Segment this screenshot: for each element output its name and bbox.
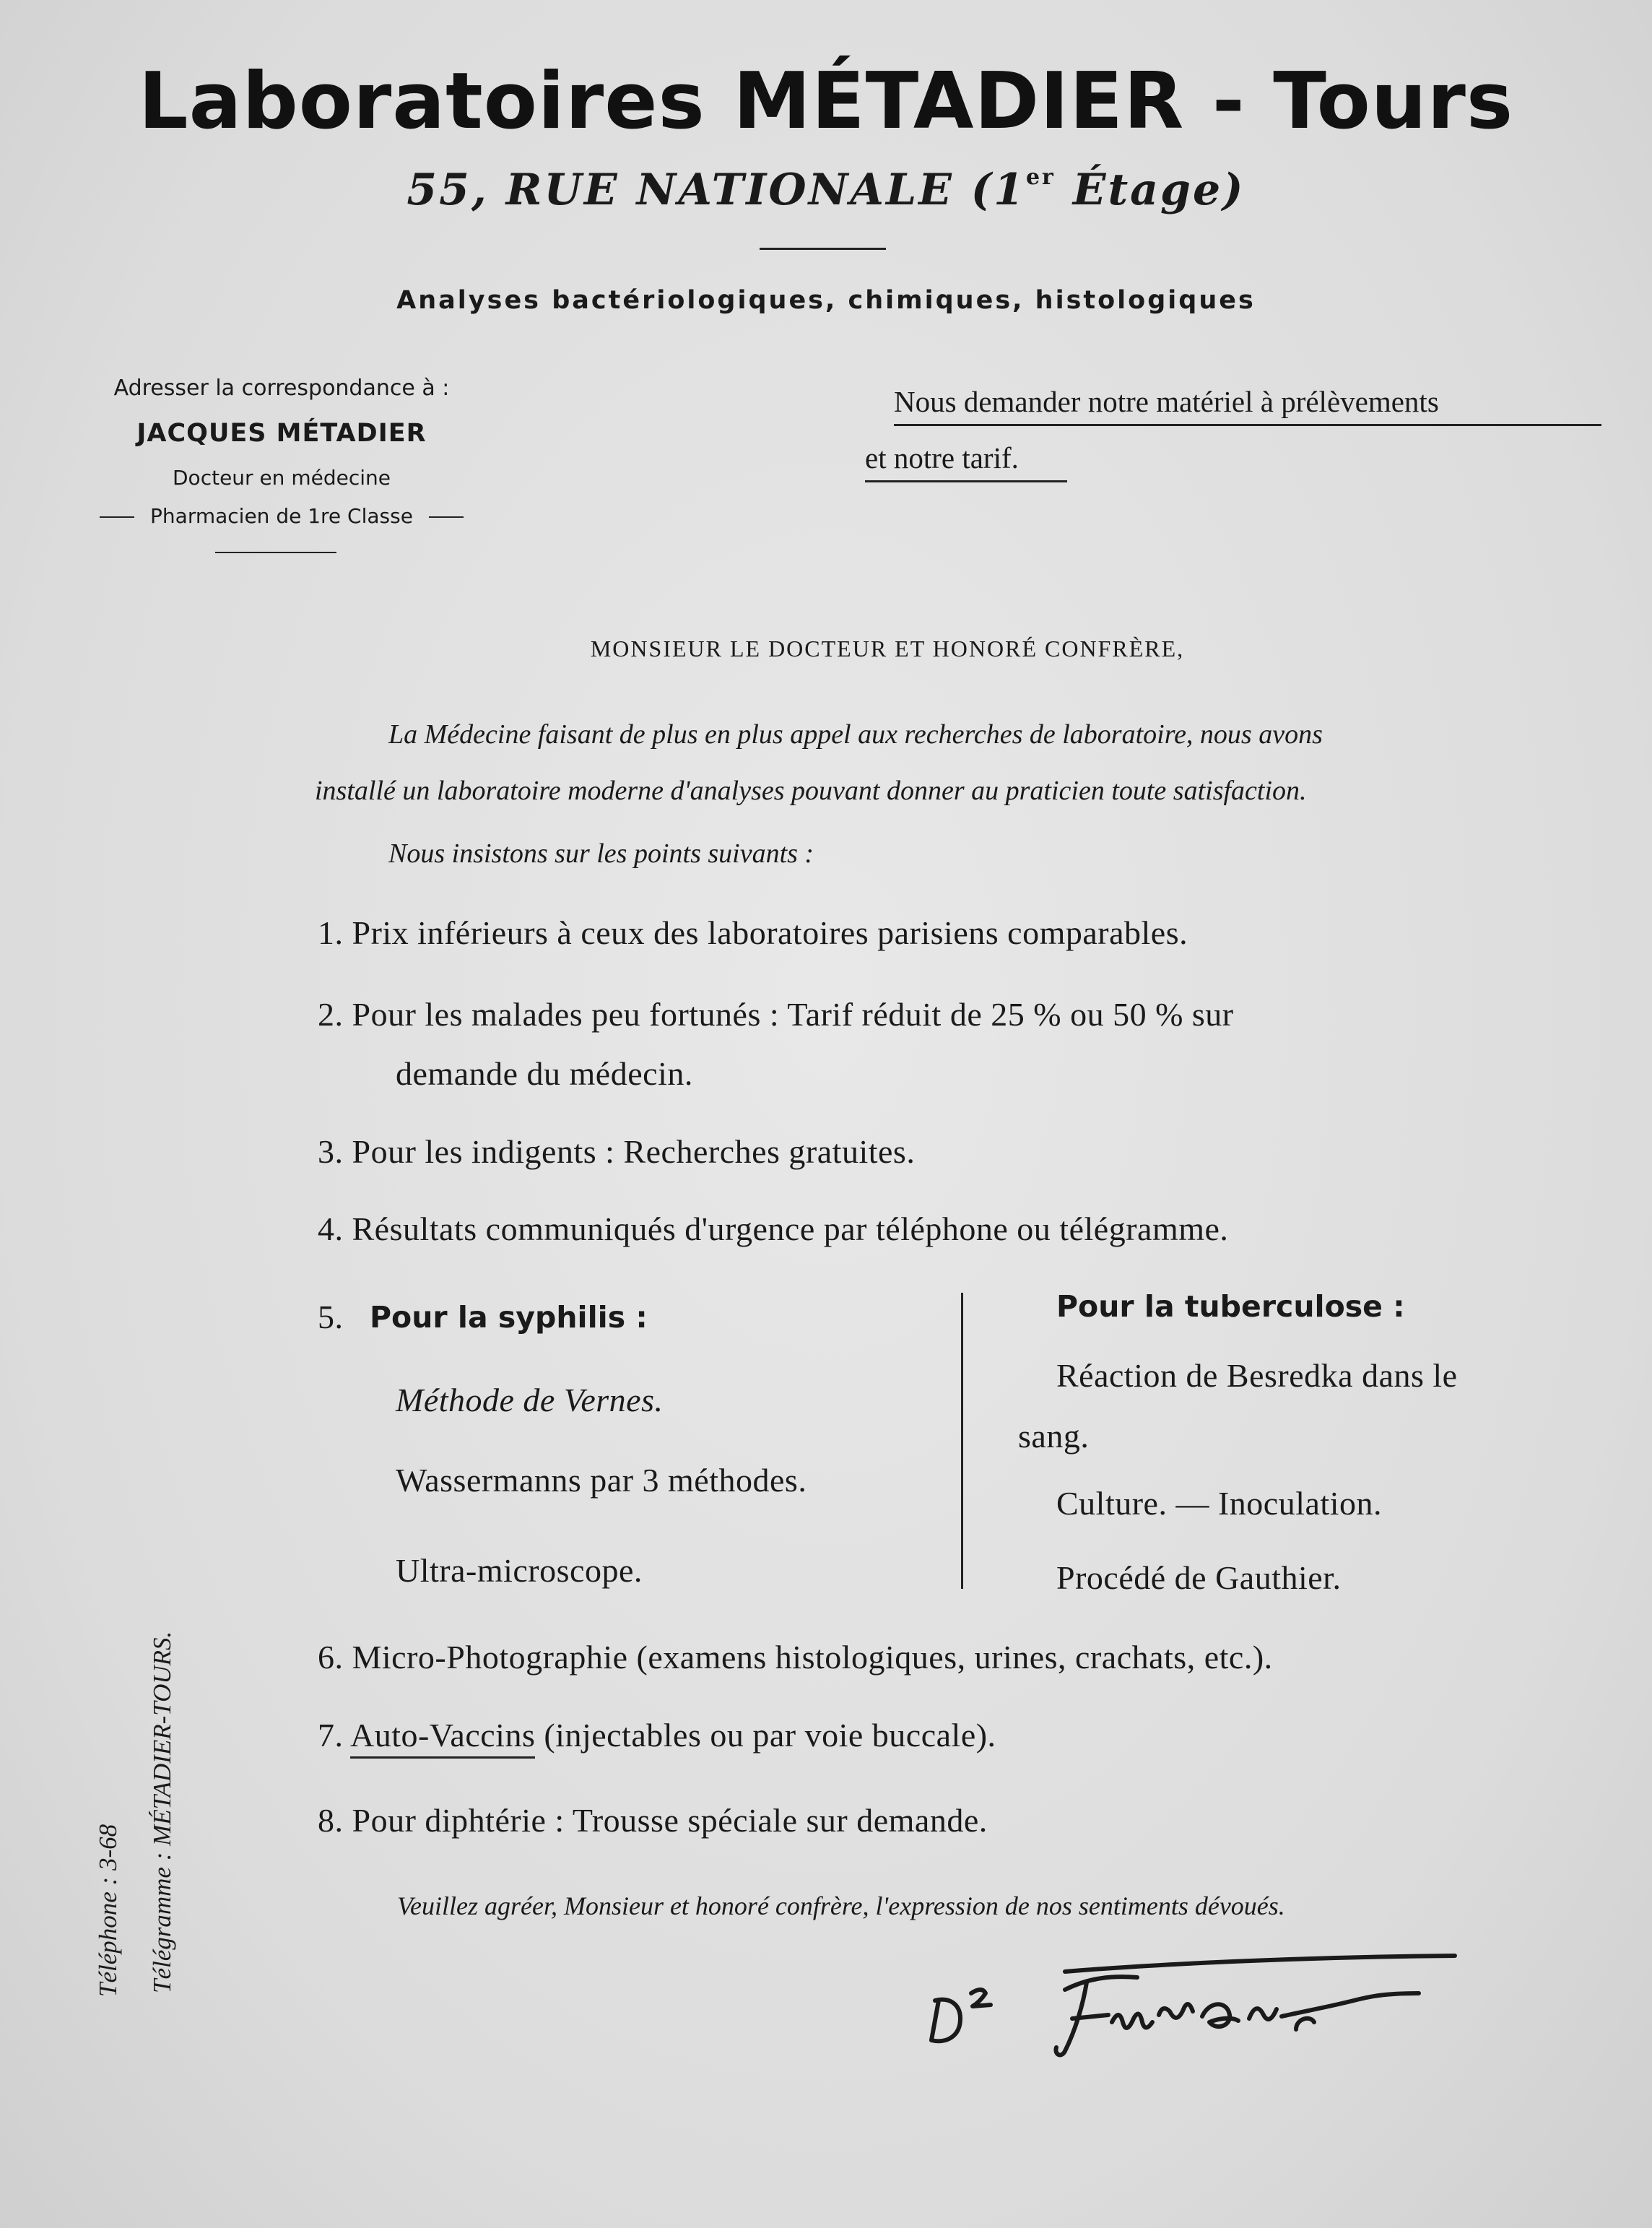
list-item: 7. Auto-Vaccins (injectables ou par voie buccale). [318, 1716, 996, 1754]
syphilis-method: Ultra-microscope. [396, 1552, 643, 1589]
notice-line-1: Nous demander notre matériel à prélèvements [894, 385, 1439, 418]
tuberculosis-method: Culture. — Inoculation. [1056, 1485, 1382, 1522]
auto-vaccins-underlined: Auto-Vaccins [350, 1717, 535, 1759]
syphilis-heading: Pour la syphilis : [370, 1300, 648, 1335]
list-item: 2. Pour les malades peu fortunés : Tarif réduit de 25 % ou 50 % sur [318, 996, 1234, 1033]
tuberculosis-heading: Pour la tuberculose : [1056, 1289, 1405, 1324]
letterhead-subtitle: Analyses bactériologiques, chimiques, histologiques [396, 286, 1256, 315]
column-divider [961, 1293, 963, 1589]
notice-line-2: et notre tarif. [865, 441, 1019, 474]
intro-line-3: Nous insistons sur les points suivants : [388, 838, 814, 869]
header-rule [760, 248, 886, 250]
correspondence-title-pharmacist: Pharmacien de 1re Classe [72, 504, 491, 528]
list-item-continuation: demande du médecin. [396, 1055, 693, 1092]
syphilis-method: Méthode de Vernes. [396, 1382, 664, 1418]
salutation: MONSIEUR LE DOCTEUR ET HONORÉ CONFRÈRE, [590, 636, 1185, 662]
intro-line-2: installé un laboratoire moderne d'analyses pouvant donner au praticien toute satisfaction. [315, 776, 1307, 806]
tuberculosis-method: Réaction de Besredka dans le [1056, 1357, 1458, 1394]
telephone-number: Téléphone : 3-68 [94, 1824, 122, 1997]
notice-underline-1 [894, 424, 1601, 426]
correspondence-label: Adresser la correspondance à : [113, 376, 450, 401]
letterhead-address: 55, RUE NATIONALE (1er Étage) [407, 165, 1245, 215]
list-item-number: 5. [318, 1299, 344, 1335]
list-item: 4. Résultats communiqués d'urgence par téléphone ou télégramme. [318, 1210, 1229, 1247]
signature-image [921, 1950, 1469, 2066]
tuberculosis-method: Procédé de Gauthier. [1056, 1559, 1342, 1596]
list-item: 1. Prix inférieurs à ceux des laboratoires parisiens comparables. [318, 914, 1188, 951]
closing-formula: Veuillez agréer, Monsieur et honoré confrère, l'expression de nos sentiments dévoués. [397, 1891, 1285, 1920]
intro-line-1: La Médecine faisant de plus en plus appel aux recherches de laboratoire, nous avons [388, 719, 1323, 750]
correspondence-title-doctor: Docteur en médecine [173, 466, 391, 490]
tuberculosis-method-continuation: sang. [1018, 1418, 1090, 1455]
telegram-address: Télégramme : MÉTADIER-TOURS. [148, 1631, 176, 1993]
correspondence-name: JACQUES MÉTADIER [136, 419, 427, 448]
list-item: 6. Micro-Photographie (examens histologiques, urines, crachats, etc.). [318, 1639, 1273, 1676]
correspondence-rule [215, 552, 336, 553]
syphilis-method: Wassermanns par 3 méthodes. [396, 1462, 807, 1499]
letterhead-title: Laboratoires MÉTADIER - Tours [138, 56, 1514, 147]
notice-underline-2 [865, 480, 1067, 482]
list-item: 8. Pour diphtérie : Trousse spéciale sur demande. [318, 1802, 988, 1839]
list-item: 3. Pour les indigents : Recherches gratuites. [318, 1133, 916, 1170]
